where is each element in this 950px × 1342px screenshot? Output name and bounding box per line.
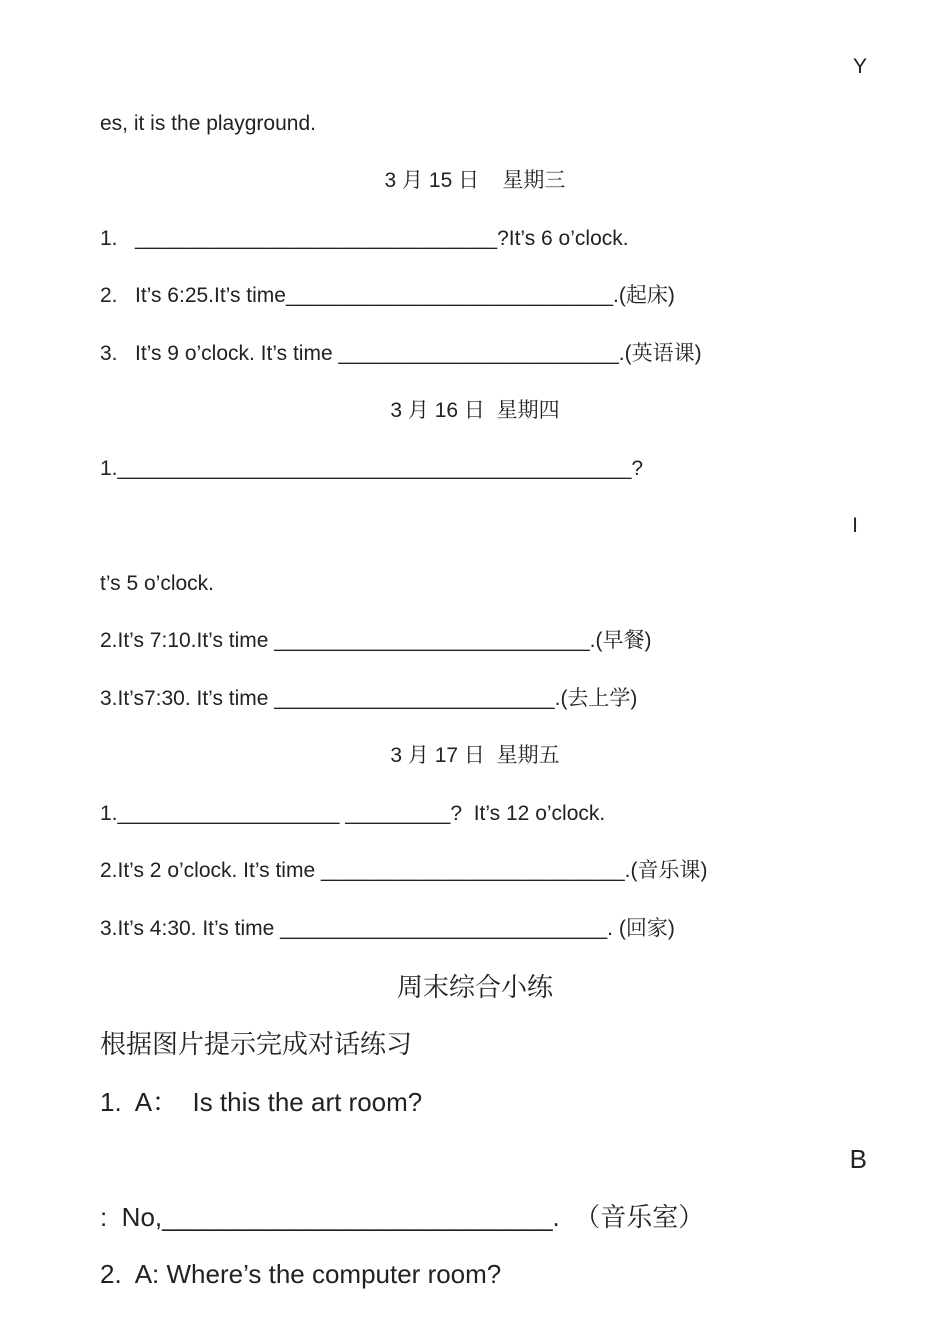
conversation-1-b: : No,___________________________. （音乐室）: [100, 1202, 705, 1232]
question-1-day2: 1.____________________________________________?: [100, 457, 644, 480]
question-2-day1: 2. It’s 6:25.It’s time____________________________.(起床): [100, 284, 675, 307]
question-2-day3: 2.It’s 2 o’clock. It’s time __________________________.(音乐课): [100, 859, 708, 882]
line-yes-playground: es, it is the playground.: [100, 112, 316, 135]
heading-march-15: 3 月 15 日 星期三: [384, 169, 566, 192]
question-1-day3: 1.___________________ _________? It’s 12 o’clock.: [100, 802, 606, 825]
question-3-day3: 3.It’s 4:30. It’s time ____________________________. (回家): [100, 917, 675, 940]
instruction-text: 根据图片提示完成对话练习: [100, 1029, 413, 1059]
heading-march-16: 3 月 16 日 星期四: [390, 399, 560, 422]
question-2-day2: 2.It’s 7:10.It’s time ___________________________.(早餐): [100, 629, 652, 652]
line-its-5-oclock: t’s 5 o’clock.: [100, 572, 214, 595]
question-3-day2: 3.It’s7:30. It’s time ________________________.(去上学): [100, 687, 638, 710]
line-i: I: [852, 514, 858, 537]
conversation-1-a: 1. A： Is this the art room?: [100, 1087, 423, 1117]
question-1-day1: 1. _______________________________?It’s 6 o’clock.: [100, 227, 629, 250]
heading-march-17: 3 月 17 日 星期五: [390, 744, 560, 767]
conversation-1-b-letter: B: [849, 1144, 867, 1174]
question-3-day1: 3. It’s 9 o’clock. It’s time ________________________.(英语课): [100, 342, 702, 365]
conversation-2-a: 2. A: Where’s the computer room?: [100, 1259, 502, 1289]
weekend-practice-title: 周末综合小练: [396, 972, 553, 1002]
line-y: Y: [852, 55, 867, 78]
